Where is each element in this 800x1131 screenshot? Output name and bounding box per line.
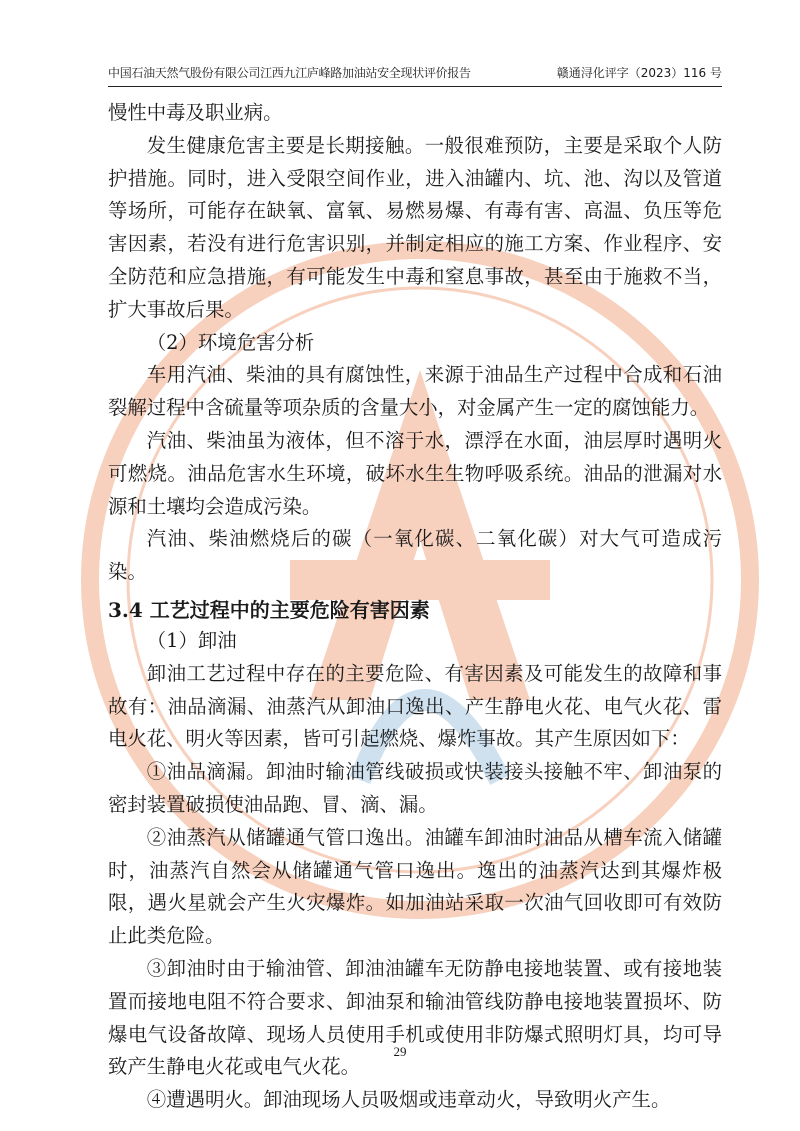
report-code: 赣通浔化评字（2023）116 号 [556,66,722,80]
report-title: 中国石油天然气股份有限公司江西九江庐峰路加油站安全现状评价报告 [108,66,471,80]
paragraph: （2）环境危害分析 [146,330,315,354]
paragraph: 慢性中毒及职业病。 [108,101,283,124]
section-heading: 3.4 工艺过程中的主要危险有害因素 [108,597,430,622]
paragraph: ②油蒸汽从储罐通气管口逸出。油罐车卸油时油品从槽车流入储罐时，油蒸汽自然会从储罐通气管口逸出。逸出的油蒸汽达到其爆炸极限，遇火星就会产生火灾爆炸。如加油站采取一次油气回收即可有效防止此类危险。 [108,825,722,948]
paragraph: ③卸油时由于输油管、卸油油罐车无防静电接地装置、或有接地装置而接地电阻不符合要求、卸油泵和输油管线防静电接地装置损坏、防爆电气设备故障、现场人员使用手机或使用非防爆式照明灯具，均可导致产生静电火花或电气火花。 [108,956,722,1079]
paragraph: 发生健康危害主要是长期接触。一般很难预防，主要是采取个人防护措施。同时，进入受限空间作业，进入油罐内、坑、池、沟以及管道等场所，可能存在缺氧、富氧、易燃易爆、有毒有害、高温、负压等危害因素，若没有进行危害识别，并制定相应的施工方案、作业程序、安全防范和应急措施，有可能发生中毒和窒息事故，甚至由于施救不当，扩大事故后果。 [108,133,722,321]
paragraph: ①油品滴漏。卸油时输油管线破损或快装接头接触不牢、卸油泵的密封装置破损使油品跑、冒、滴、漏。 [108,760,722,816]
paragraph: 汽油、柴油燃烧后的碳（一氧化碳、二氧化碳）对大气可造成污染。 [108,527,722,584]
paragraph: （1）卸油 [146,628,237,652]
paragraph: 卸油工艺过程中存在的主要危险、有害因素及可能发生的故障和事故有：油品滴漏、油蒸汽从卸油口逸出、产生静电火花、电气火花、雷电火花、明火等因素，皆可引起燃烧、爆炸事故。其产生原因如下： [108,661,722,751]
document-body [108,97,722,1117]
paragraph: ④遭遇明火。卸油现场人员吸烟或违章动火，导致明火产生。 [146,1088,671,1112]
paragraph: 汽油、柴油虽为液体，但不溶于水，漂浮在水面，油层厚时遇明火可燃烧。油品危害水生环境，破坏水生生物呼吸系统。油品的泄漏对水源和土壤均会造成污染。 [108,428,722,518]
page-number: 29 [393,1044,407,1059]
header-divider [108,86,722,87]
page-header [108,66,722,80]
paragraph: 车用汽油、柴油的具有腐蚀性，来源于油品生产过程中合成和石油裂解过程中含硫量等项杂质的含量大小，对金属产生一定的腐蚀能力。 [108,363,722,420]
